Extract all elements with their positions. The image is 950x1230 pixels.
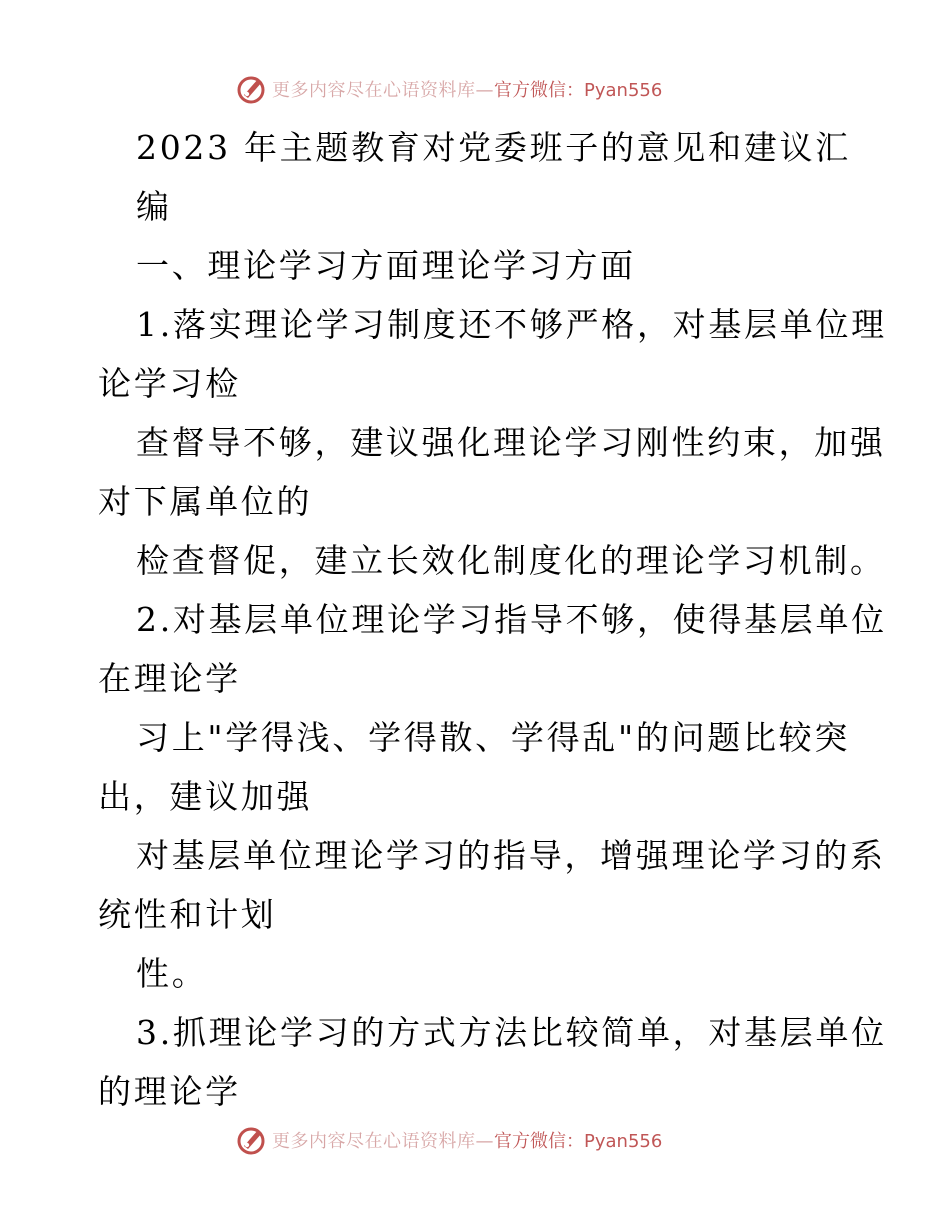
paragraph-line: 出，建议加强 bbox=[98, 777, 313, 816]
paragraph-line: 2.对基层单位理论学习指导不够，使得基层单位 bbox=[136, 600, 887, 639]
watermark-wechat: 官方微信：Pyan556 bbox=[494, 1131, 663, 1152]
paragraph-line: 性。 bbox=[136, 954, 208, 993]
paragraph-line: 对基层单位理论学习的指导，增强理论学习的系 bbox=[136, 836, 886, 875]
watermark-wechat: 官方微信：Pyan556 bbox=[494, 80, 663, 101]
section-heading: 一、理论学习方面理论学习方面 bbox=[136, 246, 636, 285]
header-watermark bbox=[236, 72, 662, 106]
logo-icon bbox=[236, 1124, 268, 1156]
logo-icon bbox=[236, 73, 268, 105]
paragraph-line: 查督导不够，建议强化理论学习刚性约束，加强 bbox=[136, 423, 886, 462]
watermark-text: 更多内容尽在心语资料库— bbox=[272, 80, 494, 101]
paragraph-line: 习上"学得浅、学得散、学得乱"的问题比较突 bbox=[136, 718, 851, 757]
footer-watermark bbox=[236, 1123, 662, 1157]
paragraph-line: 论学习检 bbox=[98, 364, 241, 403]
paragraph-line: 的理论学 bbox=[98, 1072, 241, 1111]
paragraph-line: 1.落实理论学习制度还不够严格，对基层单位理 bbox=[136, 305, 887, 344]
paragraph-line: 统性和计划 bbox=[98, 895, 277, 934]
document-title-line-2: 编 bbox=[136, 187, 172, 226]
document-title-line-1: 2023 年主题教育对党委班子的意见和建议汇 bbox=[136, 128, 851, 167]
paragraph-line: 在理论学 bbox=[98, 659, 241, 698]
paragraph-line: 检查督促，建立长效化制度化的理论学习机制。 bbox=[136, 541, 886, 580]
watermark-text: 更多内容尽在心语资料库— bbox=[272, 1131, 494, 1152]
paragraph-line: 对下属单位的 bbox=[98, 482, 313, 521]
paragraph-line: 3.抓理论学习的方式方法比较简单，对基层单位 bbox=[136, 1013, 887, 1052]
